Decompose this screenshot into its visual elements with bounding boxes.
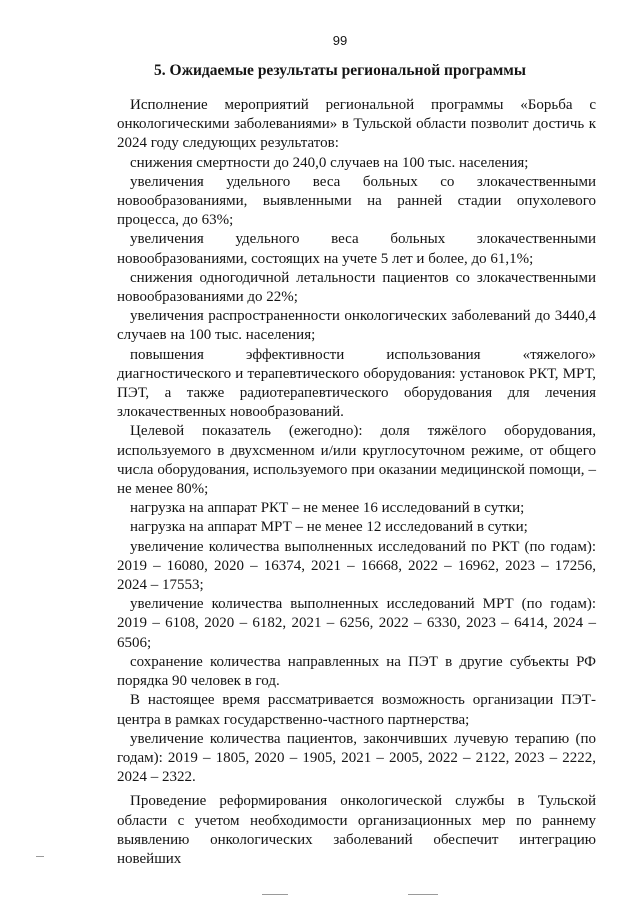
mri-studies-by-year: увеличение количества выполненных исследований МРТ (по годам): 2019 – 6108, 2020 – 6182, 2021 – 6256, 2022 – 6330, 2023 – 6414, 2024 – 6506; (117, 596, 596, 651)
ct-studies-by-year: увеличение количества выполненных исследований по РКТ (по годам): 2019 – 16080, 2020 – 16374, 2021 – 16668, 2022 – 16962, 2023 – 17256, 2024 – 17553; (117, 538, 596, 594)
radiotherapy-patients-by-year: увеличение количества пациентов, закончивших лучевую терапию (по годам): 2019 – 1805, 2020 – 1905, 2021 – 2005, 2022 – 2122, 2023 – 2222, 2024 – 2322. (117, 730, 596, 786)
result-one-year-lethality: снижения одногодичной летальности пациентов со злокачественными новообразованиями до 22%; (117, 269, 596, 306)
paragraph-intro: Исполнение мероприятий региональной программы «Борьба с онкологическими заболеваниями» в Тульской области позволит достичь к 2024 году следующих результатов: (117, 97, 596, 152)
page-number: 99 (332, 33, 348, 48)
scan-mark (262, 894, 288, 895)
document-body (117, 96, 596, 869)
target-indicator: Целевой показатель (ежегодно): доля тяжёлого оборудования, используемого в двухсменном и/или круглосуточном режиме, от общего числа оборудования, используемого при оказании медицинской помощи, – не менее 80%; (117, 423, 596, 498)
section-heading: 5. Ожидаемые результаты региональной программы (154, 62, 526, 79)
mri-load: нагрузка на аппарат МРТ – не менее 12 исследований в сутки; (130, 519, 528, 536)
pet-center-paragraph: В настоящее время рассматривается возможность организации ПЭТ-центра в рамках государственно-частного партнерства; (117, 692, 596, 728)
result-mortality: снижения смертности до 240,0 случаев на 100 тыс. населения; (130, 154, 529, 171)
pet-referrals: сохранение количества направленных на ПЭТ в другие субъекты РФ порядка 90 человек в год. (117, 653, 596, 690)
result-five-year-registry: увеличения удельного веса больных злокачественными новообразованиями, состоящих на учете 5 лет и более, до 61,1%; (117, 231, 596, 267)
result-equipment-efficiency: повышения эффективности использования «тяжелого» диагностического и терапевтического оборудования: установок РКТ, МРТ, ПЭТ, а также радиотерапевтического оборудования для лечения злокачественных новообразований. (117, 346, 596, 421)
scan-mark (36, 856, 44, 857)
result-prevalence: увеличения распространенности онкологических заболеваний до 3440,4 случаев на 100 тыс. населения; (117, 308, 596, 344)
reform-paragraph: Проведение реформирования онкологической службы в Тульской области с учетом необходимости организационных мер по раннему выявлению онкологических заболеваний обеспечит интеграцию новейших (117, 793, 596, 867)
result-early-detection: увеличения удельного веса больных со злокачественными новообразованиями, выявленными на ранней стадии опухолевого процесса, до 63%; (117, 173, 596, 229)
scan-mark (408, 894, 438, 895)
ct-load: нагрузка на аппарат РКТ – не менее 16 исследований в сутки; (130, 500, 525, 517)
